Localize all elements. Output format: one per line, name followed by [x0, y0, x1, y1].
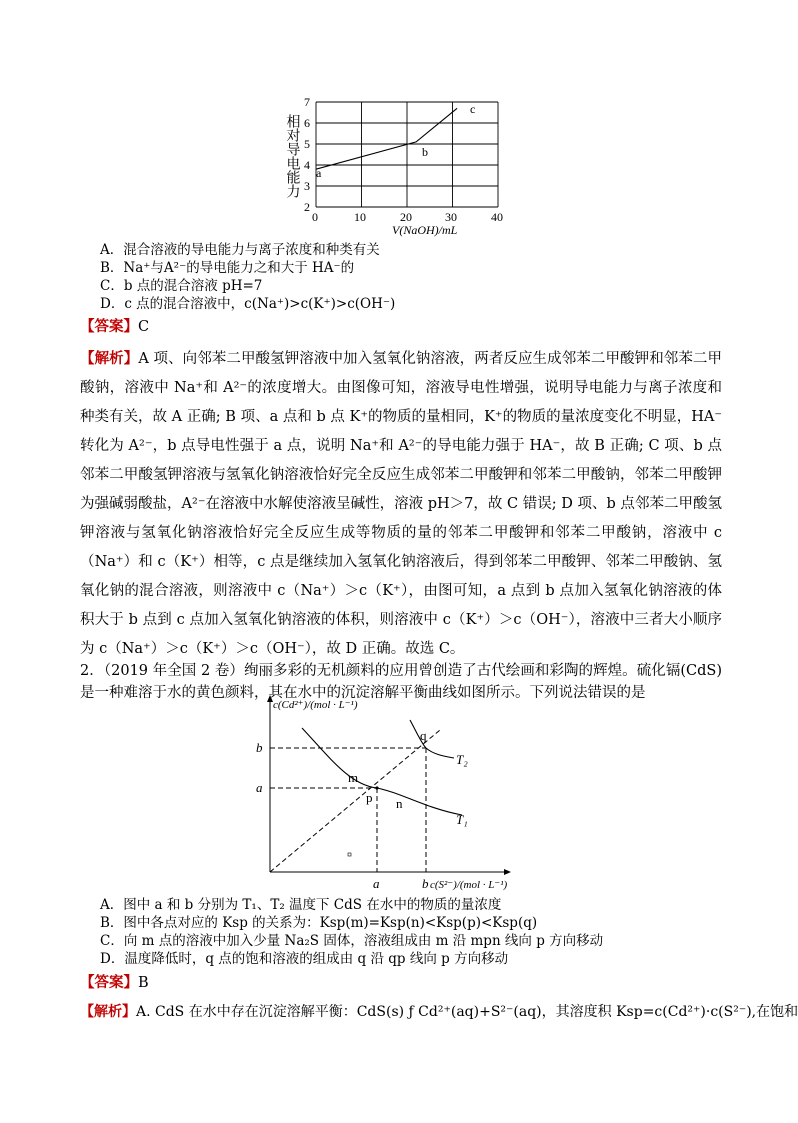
point-m-label: m: [348, 770, 359, 785]
xtick-a: a: [373, 876, 380, 891]
q1-option-c: C．b 点的混合溶液 pH=7: [100, 278, 263, 294]
small-mark: [348, 853, 351, 856]
q1-answer: 【答案】C: [80, 318, 150, 335]
xtick-40: 40: [491, 210, 503, 224]
ytick-5: 5: [304, 137, 310, 151]
q2-stem: 2．（2019 年全国 2 卷）绚丽多彩的无机颜料的应用曾创造了古代绘画和彩陶的辉煌。硫化镉(CdS)是一种难溶于水的黄色颜料，其在水中的沉淀溶解平衡曲线如图所示。下列说法错误的是: [80, 663, 722, 701]
ytick-7: 7: [304, 95, 310, 109]
point-a-label: a: [316, 166, 322, 180]
q2-analysis: 【解析】A. CdS 在水中存在沉淀溶解平衡：CdS(s) ƒ Cd²⁺(aq)+S²⁻(aq)，其溶度积 Ksp=c(Cd²⁺)·c(S²⁻),在饱和: [80, 1004, 798, 1020]
xtick-30: 30: [445, 210, 457, 224]
ytick-4: 4: [304, 158, 310, 172]
q1-option-d: D．c 点的混合溶液中，c(Na⁺)>c(K⁺)>c(OH⁻): [100, 296, 396, 312]
point-p-marker: [375, 786, 378, 789]
q2-option-a: A．图中 a 和 b 分别为 T₁、T₂ 温度下 CdS 在水中的物质的量浓度: [100, 897, 502, 913]
q1-option-a: A．混合溶液的导电能力与离子浓度和种类有关: [100, 242, 380, 258]
point-c-label: c: [470, 102, 476, 116]
curve-t1: [302, 728, 462, 815]
solubility-equilibrium-graph: [240, 690, 540, 895]
ytick-6: 6: [304, 116, 310, 130]
point-n-label: n: [396, 796, 403, 811]
q1-option-b: B．Na⁺与A²⁻的导电能力之和大于 HA⁻的: [100, 260, 355, 276]
y-axis-label: c(Cd²⁺)/(mol · L⁻¹): [273, 699, 358, 711]
xtick-b: b: [422, 876, 429, 891]
xtick-20: 20: [400, 210, 412, 224]
curve-t2: [410, 720, 454, 758]
ytick-b: b: [256, 740, 263, 755]
ytick-3: 3: [304, 179, 310, 193]
answer-label: 【答案】: [80, 974, 138, 991]
xtick-0: 0: [312, 210, 318, 224]
curve-t2-label: T₂: [456, 752, 468, 767]
ytick-a: a: [256, 780, 263, 795]
q2-option-d: D．温度降低时，q 点的饱和溶液的组成由 q 沿 qp 线向 p 方向移动: [100, 951, 509, 967]
conductivity-curve: [316, 108, 457, 169]
curve-t1-label: T₁: [456, 812, 468, 827]
conductivity-graph: [282, 90, 522, 240]
q2-option-c: C．向 m 点的溶液中加入少量 Na₂S 固体，溶液组成由 m 沿 mpn 线向 p 方向移动: [100, 933, 604, 949]
point-p-label: p: [366, 790, 373, 805]
x-axis-label: c(S²⁻)/(mol · L⁻¹): [430, 879, 508, 891]
point-q-label: q: [420, 728, 427, 743]
q2-answer: 【答案】B: [80, 974, 149, 991]
analysis-label: 【解析】: [80, 1004, 136, 1020]
q2-option-b: B．图中各点对应的 Ksp 的关系为：Ksp(m)=Ksp(n)<Ksp(p)<Ksp(q): [100, 915, 538, 931]
answer-label: 【答案】: [80, 318, 138, 335]
analysis-label: 【解析】: [80, 350, 139, 367]
ytick-2: 2: [304, 200, 310, 214]
y-axis-label: 相对导电能力: [284, 114, 300, 198]
point-b-label: b: [422, 145, 428, 159]
x-axis-label: V(NaOH)/mL: [392, 223, 458, 237]
xtick-10: 10: [354, 210, 366, 224]
q1-analysis: 【解析】A 项、向邻苯二甲酸氢钾溶液中加入氢氧化钠溶液，两者反应生成邻苯二甲酸钾和邻苯二甲酸钠，溶液中 Na⁺和 A²⁻的浓度增大。由图像可知，溶液导电性增强，说明导电能力与离子浓度和种类有关，故 A 正确; B 项、a 点和 b 点 K⁺的物质的量相同，K⁺的物质的量浓度变化不明显，HA⁻转化为 A²⁻，b 点导电性强于 a 点，说明 Na⁺和 A²⁻的导电能力强于 HA⁻，故 B 正确; C 项、b 点邻苯二甲酸氢钾溶液与氢氧化钠溶液恰好完全反应生成邻苯二甲酸钾和邻苯二甲酸钠，邻苯二甲酸钾为强碱弱酸盐，A²⁻在溶液中水解使溶液呈碱性，溶液 pH＞7，故 C 错误; D 项、b 点邻苯二甲酸氢钾溶液与氢氧化钠溶液恰好完全反应生成等物质的量的邻苯二甲酸钾和邻苯二甲酸钠，溶液中 c（Na⁺）和 c（K⁺）相等，c 点是继续加入氢氧化钠溶液后，得到邻苯二甲酸钾、邻苯二甲酸钠、氢氧化钠的混合溶液，则溶液中 c（Na⁺）＞c（K⁺），由图可知，a 点到 b 点加入氢氧化钠溶液的体积大于 b 点到 c 点加入氢氧化钠溶液的体积，则溶液中 c（K⁺）＞c（OH⁻），溶液中三者大小顺序为 c（Na⁺）＞c（K⁺）＞c（OH⁻），故 D 正确。故选 C。: [80, 350, 723, 657]
